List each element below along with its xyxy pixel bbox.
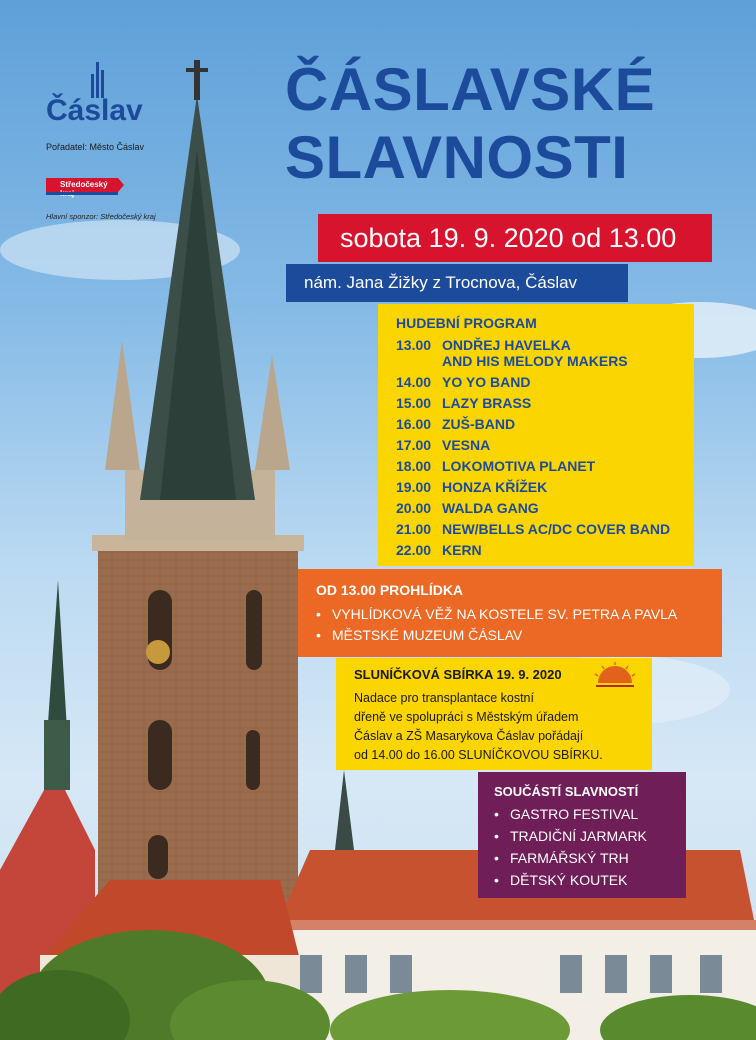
bullet-icon: • bbox=[494, 872, 499, 888]
city-logo-text: Čáslav bbox=[46, 94, 143, 127]
tour-heading: OD 13.00 PROHLÍDKA bbox=[316, 582, 464, 598]
music-item-name: VESNA bbox=[442, 437, 491, 453]
music-item bbox=[396, 437, 490, 453]
festival-part-item bbox=[494, 850, 629, 866]
music-item bbox=[396, 479, 547, 495]
event-title bbox=[285, 56, 745, 192]
bullet-icon: • bbox=[494, 850, 499, 866]
music-item-time: 13.00 bbox=[396, 337, 432, 353]
organizer-text: Pořadatel: Město Čáslav bbox=[46, 142, 145, 152]
festival-parts-heading: SOUČÁSTÍ SLAVNOSTÍ bbox=[494, 784, 639, 799]
music-program-heading: HUDEBNÍ PROGRAM bbox=[396, 315, 537, 331]
tour-item bbox=[316, 627, 522, 643]
music-item bbox=[396, 395, 531, 411]
sun-foundation-logo-icon bbox=[592, 661, 638, 691]
music-item-name: ONDŘEJ HAVELKA bbox=[442, 337, 571, 353]
place-banner: nám. Jana Žižky z Trocnova, Čáslav bbox=[286, 264, 628, 302]
music-item-name: KERN bbox=[442, 542, 482, 558]
bullet-icon: • bbox=[316, 606, 321, 622]
music-item bbox=[396, 521, 670, 537]
music-item-time: 15.00 bbox=[396, 395, 432, 411]
sponsor-text: Hlavní sponzor: Středočeský kraj bbox=[46, 212, 156, 221]
music-item-time: 19.00 bbox=[396, 479, 432, 495]
collection-line: Nadace pro transplantace kostní bbox=[354, 691, 534, 705]
bullet-icon: • bbox=[494, 828, 499, 844]
tour-item bbox=[316, 606, 677, 622]
bullet-icon: • bbox=[494, 806, 499, 822]
music-item-name: LAZY BRASS bbox=[442, 395, 532, 411]
festival-part-item bbox=[494, 872, 627, 888]
region-badge-stripe bbox=[46, 192, 118, 195]
title-line-2: SLAVNOSTI bbox=[285, 124, 629, 191]
music-item-name: NEW/BELLS AC/DC COVER BAND bbox=[442, 521, 671, 537]
collection-line: dřeně ve spolupráci s Městským úřadem bbox=[354, 710, 579, 724]
music-item-name: ZUŠ-BAND bbox=[442, 416, 516, 432]
music-item-time: 16.00 bbox=[396, 416, 432, 432]
date-banner: sobota 19. 9. 2020 od 13.00 bbox=[318, 214, 712, 262]
music-item-time: 17.00 bbox=[396, 437, 432, 453]
tour-item-label: MĚSTSKÉ MUZEUM ČÁSLAV bbox=[332, 627, 523, 643]
music-item bbox=[396, 458, 595, 474]
bullet-icon: • bbox=[316, 627, 321, 643]
festival-part-label: DĚTSKÝ KOUTEK bbox=[510, 872, 628, 888]
music-item-time: 22.00 bbox=[396, 542, 432, 558]
festival-part-label: TRADIČNÍ JARMARK bbox=[510, 828, 647, 844]
music-item-time: 14.00 bbox=[396, 374, 432, 390]
music-item-name-line-2: AND HIS MELODY MAKERS bbox=[442, 353, 628, 369]
music-item bbox=[396, 416, 515, 432]
region-badge: Středočeský bbox=[46, 178, 118, 192]
festival-part-item bbox=[494, 806, 638, 822]
music-item-time: 20.00 bbox=[396, 500, 432, 516]
music-item bbox=[396, 542, 482, 558]
collection-description bbox=[354, 689, 648, 765]
music-item-name: LOKOMOTIVA PLANET bbox=[442, 458, 596, 474]
music-item-continued bbox=[442, 353, 628, 369]
music-item bbox=[396, 500, 539, 516]
music-item-name: HONZA KŘÍŽEK bbox=[442, 479, 548, 495]
music-item bbox=[396, 337, 571, 353]
festival-part-item bbox=[494, 828, 647, 844]
music-item-name: WALDA GANG bbox=[442, 500, 539, 516]
music-item bbox=[396, 374, 530, 390]
music-item-name: YO YO BAND bbox=[442, 374, 531, 390]
collection-line: od 14.00 do 16.00 SLUNÍČKOVOU SBÍRKU. bbox=[354, 748, 603, 762]
title-line-1: ČÁSLAVSKÉ bbox=[285, 56, 656, 123]
festival-part-label: GASTRO FESTIVAL bbox=[510, 806, 639, 822]
music-item-time: 21.00 bbox=[396, 521, 432, 537]
tour-item-label: VYHLÍDKOVÁ VĚŽ NA KOSTELE SV. PETRA A PAVLA bbox=[332, 606, 678, 622]
festival-part-label: FARMÁŘSKÝ TRH bbox=[510, 850, 629, 866]
collection-line: Čáslav a ZŠ Masarykova Čáslav pořádají bbox=[354, 729, 584, 743]
music-item-time: 18.00 bbox=[396, 458, 432, 474]
collection-heading: SLUNÍČKOVÁ SBÍRKA 19. 9. 2020 bbox=[354, 667, 562, 682]
